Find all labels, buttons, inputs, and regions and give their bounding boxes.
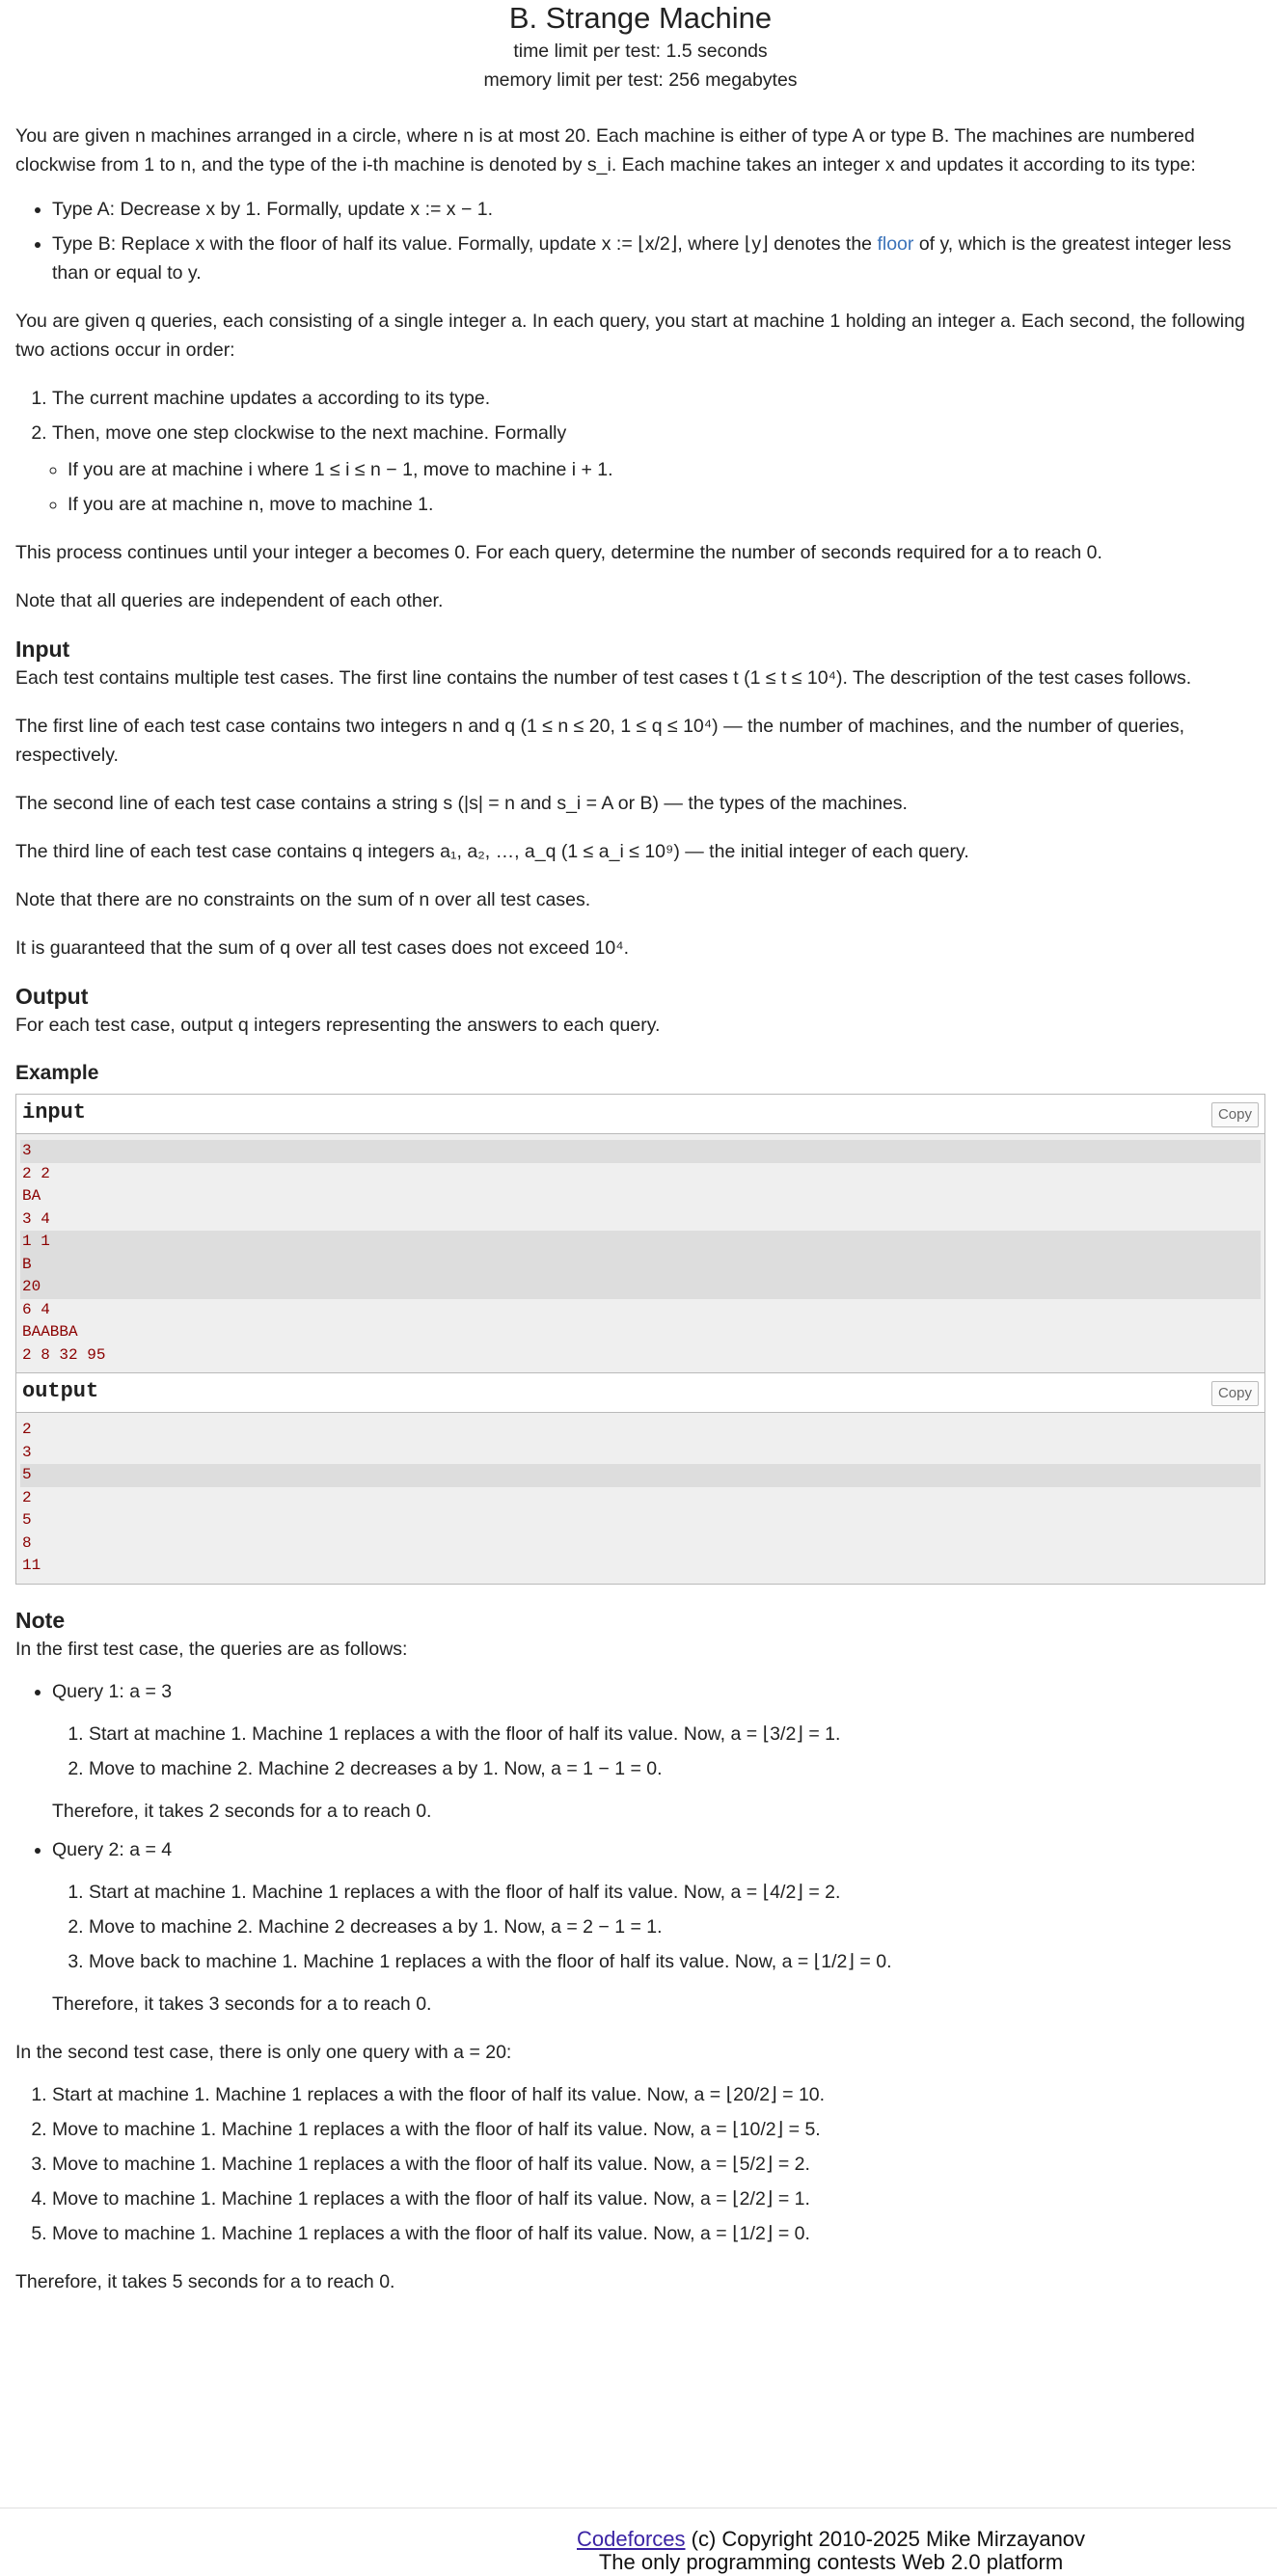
tc2-step-5: 5. Move to machine 1. Machine 1 replaces a with the floor of half its value. Now, a = ⌊1/2⌋ = 0. (52, 2219, 1265, 2248)
actions-list (15, 384, 1265, 447)
move-rule-1: ◦ If you are at machine i where 1 ≤ i ≤ n − 1, move to machine i + 1. (68, 455, 1265, 484)
input-paragraph-1: Each test contains multiple test cases. The first line contains the number of test cases t (1 ≤ t ≤ 10⁴). The description of the test cases follows. (15, 667, 1192, 689)
test-case-2-conclusion: Therefore, it takes 5 seconds for a to reach 0. (15, 2270, 395, 2292)
legend-paragraph-2: You are given q queries, each consisting of a single integer a. In each query, you start at machine 1 holding an integer a. Each second, the following two actions occur in order: (15, 311, 1245, 361)
footer-tagline: The only programming contests Web 2.0 platform (598, 2550, 1064, 2574)
sample-line: 2 8 32 95 (22, 1345, 106, 1364)
sample-tests (15, 1094, 1265, 1585)
sample-line: 3 (20, 1140, 1261, 1163)
sample-line: 11 (22, 1557, 41, 1574)
input-paragraph-2: The first line of each test case contains two integers n and q (1 ≤ n ≤ 20, 1 ≤ q ≤ 10⁴) — the number of machines, and the number of queries, respectively. (15, 716, 1185, 766)
legend-paragraph-3: This process continues until your integer a becomes 0. For each query, determine the number of seconds required for a to reach 0. (15, 542, 1102, 563)
input-paragraph-5: Note that there are no constraints on the sum of n over all test cases. (15, 889, 591, 910)
input-paragraph-4: The third line of each test case contains q integers a₁, a₂, …, a_q (1 ≤ a_i ≤ 10⁹) — the initial integer of each query. (15, 841, 969, 862)
query-2-step-1: 1. Start at machine 1. Machine 1 replaces a with the floor of half its value. Now, a = ⌊4/2⌋ = 2. (89, 1878, 1265, 1907)
output-paragraph-1: For each test case, output q integers representing the answers to each query. (15, 1015, 661, 1036)
sample-line: 2 2 (22, 1164, 50, 1182)
query-1-conclusion: Therefore, it takes 2 seconds for a to reach 0. (52, 1800, 432, 1822)
tc2-step-2: 2. Move to machine 1. Machine 1 replaces a with the floor of half its value. Now, a = ⌊10/2⌋ = 5. (52, 2115, 1265, 2144)
query-2: • Query 2: a = 4 1. Start at machine 1. Machine 1 replaces a with the floor of half its value. Now, a = ⌊4/2⌋ = 2. 2. Move to machine 2. Machine 2 decreases a by 1. Now, a = 2 − 1 = 1. 3. Move back to machine 1. Machine 1 replaces a with the floor of half its value. Now, a = ⌊1/2⌋ = 0. Therefore, it takes 3 seconds for a to reach 0. (52, 1835, 1265, 2019)
legend-paragraph-4: Note that all queries are independent of each other. (15, 590, 444, 611)
note-intro: In the first test case, the queries are as follows: (15, 1638, 408, 1660)
sample-line: 5 (22, 1511, 32, 1529)
input-paragraph-6: It is guaranteed that the sum of q over all test cases does not exceed 10⁴. (15, 937, 630, 959)
floor-link[interactable]: floor (877, 233, 914, 255)
problem-header (15, 0, 1265, 95)
legend-paragraph-1: You are given n machines arranged in a circle, where n is at most 20. Each machine is either of type A or type B. The machines are numbered clockwise from 1 to n, and the type of the i-th machine is denoted by s_i. Each machine takes an integer x and updates it according to its type: (15, 125, 1196, 176)
move-rule-2: ◦ If you are at machine n, move to machine 1. (68, 490, 1265, 519)
time-limit: time limit per test: 1.5 seconds (513, 41, 768, 62)
sample-line: 3 4 (22, 1209, 50, 1228)
copy-output-button[interactable]: Copy (1211, 1381, 1259, 1406)
sample-line: B (20, 1254, 1261, 1277)
sample-input[interactable] (16, 1134, 1264, 1372)
query-2-step-2: 2. Move to machine 2. Machine 2 decreases a by 1. Now, a = 2 − 1 = 1. (89, 1912, 1265, 1941)
input-paragraph-3: The second line of each test case contains a string s (|s| = n and s_i = A or B) — the types of the machines. (15, 793, 908, 814)
input-section-title: Input (15, 637, 70, 662)
sample-line: BA (22, 1187, 41, 1205)
sample-line: 3 (22, 1443, 32, 1461)
input-label: input (22, 1100, 87, 1125)
query-1: • Query 1: a = 3 1. Start at machine 1. Machine 1 replaces a with the floor of half its value. Now, a = ⌊3/2⌋ = 1. 2. Move to machine 2. Machine 2 decreases a by 1. Now, a = 1 − 1 = 0. Therefore, it takes 2 seconds for a to reach 0. (52, 1677, 1265, 1826)
sample-line: 1 1 (20, 1231, 1261, 1254)
sample-line: 6 4 (22, 1300, 50, 1318)
move-rules-list (15, 455, 1265, 519)
query-2-step-3: 3. Move back to machine 1. Machine 1 replaces a with the floor of half its value. Now, a = ⌊1/2⌋ = 0. (89, 1947, 1265, 1976)
note-section-title: Note (15, 1607, 66, 1633)
sample-line: 2 (22, 1421, 32, 1438)
example-title: Example (15, 1062, 99, 1084)
test-case-2-intro: In the second test case, there is only one query with a = 20: (15, 2041, 512, 2063)
input-header (16, 1095, 1264, 1134)
machine-types-list (15, 195, 1265, 287)
tc2-step-3: 3. Move to machine 1. Machine 1 replaces a with the floor of half its value. Now, a = ⌊5/2⌋ = 2. (52, 2150, 1265, 2179)
type-b-item: • Type B: Replace x with the floor of half its value. Formally, update x := ⌊x/2⌋, where ⌊y⌋ denotes the floor of y, which is the greatest integer less than or equal to y. (52, 230, 1265, 287)
tc2-step-4: 4. Move to machine 1. Machine 1 replaces a with the floor of half its value. Now, a = ⌊2/2⌋ = 1. (52, 2184, 1265, 2213)
query-1-step-2: 2. Move to machine 2. Machine 2 decreases a by 1. Now, a = 1 − 1 = 0. (89, 1754, 1265, 1783)
codeforces-link[interactable]: Codeforces (577, 2527, 686, 2551)
problem-title: B. Strange Machine (508, 1, 773, 35)
action-2: 2. Then, move one step clockwise to the next machine. Formally (52, 419, 1265, 447)
output-section-title: Output (15, 984, 89, 1009)
tc2-step-1: 1. Start at machine 1. Machine 1 replaces a with the floor of half its value. Now, a = ⌊20/2⌋ = 10. (52, 2080, 1265, 2109)
type-a-item: • Type A: Decrease x by 1. Formally, update x := x − 1. (52, 195, 1265, 224)
output-label: output (22, 1379, 99, 1403)
sample-line: 2 (22, 1488, 32, 1506)
test-case-2-steps (15, 2080, 1265, 2248)
copyright-text: (c) Copyright 2010-2025 Mike Mirzayanov (691, 2527, 1086, 2551)
problem-statement (15, 0, 1265, 2316)
sample-line: 20 (20, 1276, 1261, 1299)
sample-line: 5 (20, 1464, 1261, 1487)
sample-line: 8 (22, 1533, 32, 1552)
sample-line: BAABBA (22, 1323, 78, 1341)
query-explanations (15, 1677, 1265, 2019)
copy-input-button[interactable]: Copy (1211, 1102, 1259, 1127)
query-2-conclusion: Therefore, it takes 3 seconds for a to reach 0. (52, 1993, 432, 2015)
sample-output[interactable] (16, 1413, 1264, 1584)
memory-limit: memory limit per test: 256 megabytes (483, 69, 798, 91)
action-1: 1. The current machine updates a according to its type. (52, 384, 1265, 413)
output-header (16, 1372, 1264, 1413)
query-1-step-1: 1. Start at machine 1. Machine 1 replaces a with the floor of half its value. Now, a = ⌊3/2⌋ = 1. (89, 1720, 1265, 1749)
